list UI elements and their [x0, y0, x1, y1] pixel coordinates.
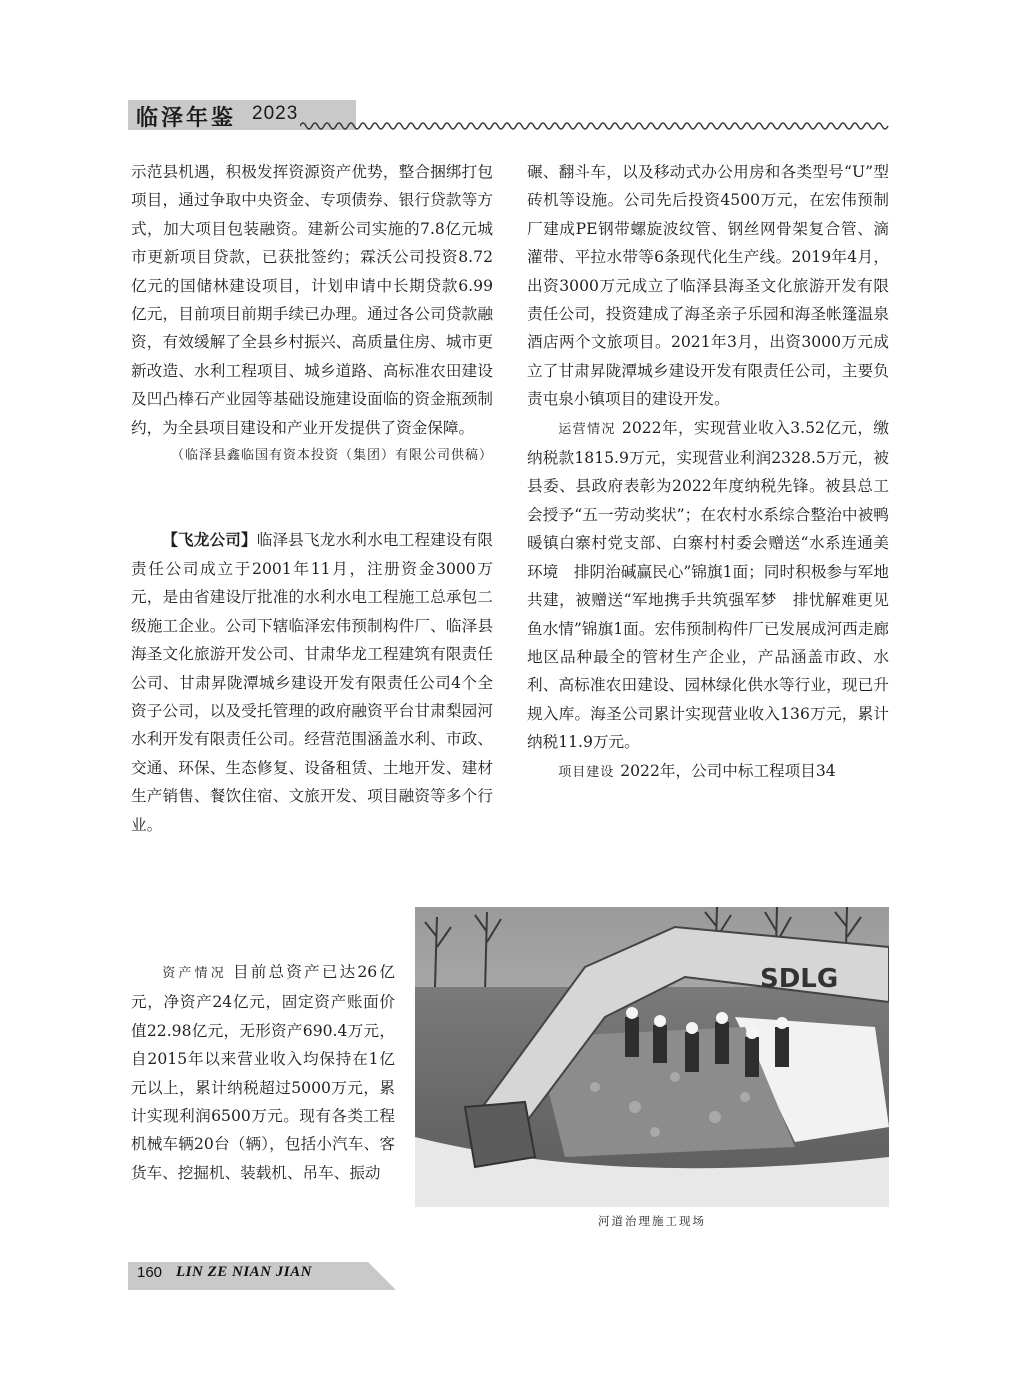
header-wave-rule — [300, 120, 890, 132]
section-heading: 【飞龙公司】 — [162, 531, 257, 550]
assets-label: 资产情况 — [162, 966, 227, 981]
feilong-section — [131, 526, 493, 838]
page-number: 160 — [137, 1264, 163, 1281]
construction-photo — [415, 907, 889, 1207]
projects-paragraph — [527, 757, 889, 787]
book-title: 临泽年鉴 — [136, 106, 237, 131]
operations-label: 运营情况 — [558, 421, 616, 437]
section-intro-text: 临泽县飞龙水利水电工程建设有限责任公司成立于2001年11月，注册资金3000万元，是由省建设厅批准的水利水电工程施工总承包二级施工企业。公司下辖临泽宏伟预制构件厂、临泽县海圣文化旅游开发公司、甘肃华龙工程建筑有限责任公司、甘肃昇陇潭城乡建设开发有限责任公司4个全资子公司，以及受托管理的政府融资平台甘肃梨园河水利开发有限责任公司。经营范围涵盖水利、市政、交通、环保、生态修复、设备租赁、土地开发、建材生产销售、餐饮住宿、文旅开发、项目融资等多个行业。 — [131, 531, 493, 834]
left-continuation-paragraph: 示范县机遇，积极发挥资源资产优势，整合捆绑打包项目，通过争取中央资金、专项债券、银行贷款等方式，加大项目包装融资。建新公司实施的7.8亿元城市更新项目贷款，已获批签约；霖沃公司投资8.72亿元的国储林建设项目，计划申请中长期贷款6.99亿元，目前项目前期手续已办理。通过各公司贷款融资，有效缓解了全县乡村振兴、高质量住房、城市更新改造、水利工程项目、城乡道路、高标准农田建设及凹凸棒石产业园等基础设施建设面临的资金瓶颈制约，为全县项目建设和产业开发提供了资金保障。 — [131, 163, 493, 437]
photo-caption: 河道治理施工现场 — [598, 1214, 706, 1228]
book-year: 2023 — [252, 103, 299, 124]
source-credit: （临泽县鑫临国有资本投资（集团）有限公司供稿） — [170, 448, 493, 464]
projects-label: 项目建设 — [558, 764, 615, 780]
assets-paragraph — [131, 958, 395, 1187]
footer-title: LIN ZE NIAN JIAN — [176, 1264, 312, 1280]
operations-text: 2022年，实现营业收入3.52亿元，缴纳税款1815.9万元，实现营业利润2328.5万元，被县委、县政府表彰为2022年度纳税先锋。被县总工会授予“五一劳动奖状”；在农村水系综合整治中被鸭暖镇白寨村党支部、白寨村村委会赠送“水系连通美环境 排阴治碱赢民心”锦旗1面；同时积极参与军地共建，被赠送“军地携手共筑强军梦 排忧解难更见鱼水情”锦旗1面。宏伟预制构件厂已发展成河西走廊地区品种最全的管材生产企业，产品涵盖市政、水利、高标准农田建设、园林绿化供水等行业，现已升规入库。海圣公司累计实现营业收入136万元，累计纳税11.9万元。 — [527, 418, 889, 752]
assets-text: 目前总资产已达26亿元，净资产24亿元，固定资产账面价值22.98亿元，无形资产690.4万元，自2015年以来营业收入均保持在1亿元以上，累计纳税超过5000万元，累计实现利润6500万元。现有各类工程机械车辆20台（辆），包括小汽车、客货车、挖掘机、装载机、吊车、振动 — [131, 963, 395, 1182]
right-column — [527, 158, 889, 787]
right-continuation-paragraph: 碾、翻斗车，以及移动式办公用房和各类型号“U”型砖机等设施。公司先后投资4500万元，在宏伟预制厂建成PE钢带螺旋波纹管、钢丝网骨架复合管、滴灌带、平拉水带等6条现代化生产线。2019年4月，出资3000万元成立了临泽县海圣文化旅游开发有限责任公司，投资建成了海圣亲子乐园和海圣帐篷温泉酒店两个文旅项目。2021年3月，出资3000万元成立了甘肃昇陇潭城乡建设开发有限责任公司，主要负责屯泉小镇项目的建设开发。 — [527, 163, 889, 409]
excavator-brand: SDLG — [760, 964, 839, 994]
projects-text: 2022年，公司中标工程项目34 — [620, 761, 836, 780]
left-column — [131, 158, 493, 839]
operations-paragraph — [527, 414, 889, 757]
excavator-bucket — [465, 1102, 535, 1167]
left-column-lower — [131, 958, 395, 1187]
